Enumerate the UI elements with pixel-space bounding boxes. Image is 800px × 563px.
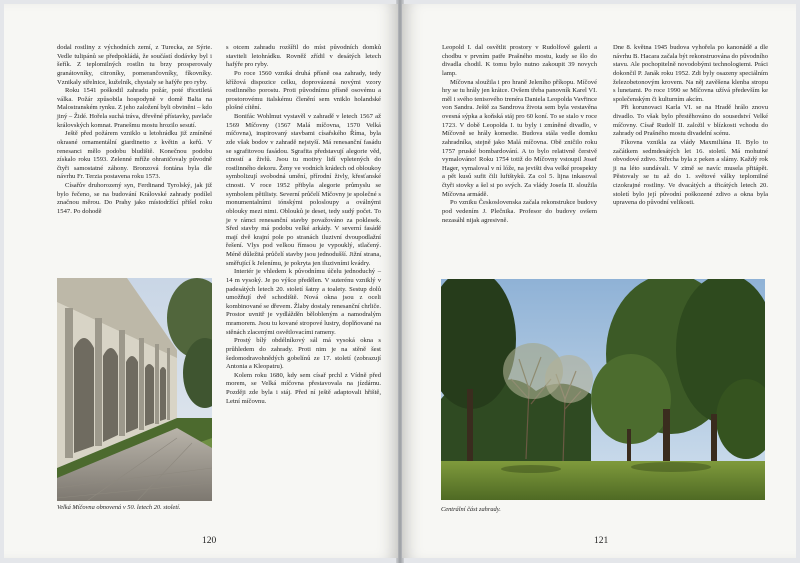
left-page-column-1: [57, 44, 212, 217]
paragraph: Dne 8. května 1945 budova vyhořela po kanonádě a dle návrhu B. Hacara začala být rekonstruována do původního stavu. Ale pochopitelně novodobými technologiemi. Práci dokončil P. Janák roku 1952. Zdi byly osazeny speciálním železobetonovým krovem. Na něj zavěšena klenba stropu s lunetami. Po roce 1990 se Míčovna užívá především ke společenským či kulturním akcím.: [613, 44, 768, 103]
left-page-column-2: [226, 44, 381, 406]
paragraph: Míčovna sloužila i pro hraně Jeleního příkopu. Míčové hry se tu hrály jen krátce. Ovšem třeba panovník Karel VI. měl i svého tenisového trenéra Daniela Leopolda Vavřince von Sandra. Ještě za Sandrova života sem byla vestavěna ovesná sýpka a koňská stáj pro 60 koní. To se stalo v roce 1723. V době Leopolda I. tu byly i zmíněné divadlo, v Míčovně se hrály komedie. Budova stála vedle domku zahradníka, stejně jako Malá míčovna. Obě zničilo roku 1757 pruské bombardování. A to bylo relativně čerstvě vymalováno! Roku 1754 totiž do Míčovny vstoupil Josef Hager, vymaloval v ní lóže, na jevišti dva velké prospekty a pět kusů sufit čili luftštyků. Za col 5. lijna inkasoval čtyři stovky a šel si po svých. Za vlády Josefa II. sloužila Míčovna armádě.: [442, 78, 597, 198]
left-photo-caption: Velká Míčovna obnovená v 50. letech 20. století.: [57, 504, 181, 511]
paragraph: Roku 1541 poškodil zahradu požár, poté třicetiletá válka. Požár způsobila hospodyně v domě Balta na Malostranském rynku. Z jeho založení byli obviněni – kdo jiný – Židé. Hořela suchá tráva, dřevěné přístavky, pavlače královských komnat. Pranešmu mostu hrozilo sesutí.: [57, 87, 213, 129]
page-number-121: 121: [594, 536, 609, 546]
paragraph: Po vzniku Československa začala rekonstrukce budovy pod vedením J. Plečnika. Profesor do budovy ovšem nezasáhl nijak agresivně.: [442, 199, 597, 224]
left-page: [4, 4, 398, 558]
paragraph: Po roce 1560 vzniká druhá přísně osa zahrady, tedy křížová dispozice celku, doprovázená novými vzory rostlinného porostu. Proti původnímu přísně osovému a prostorovému italskému členění sem vniklo holandské plošné cítění.: [226, 69, 381, 112]
paragraph: Leopold I. dal osvětlit prostory v Rudolfově galerii a chodbu v prvním patře Prašného mostu, kudy se šlo do divadla chodil. K tomu bylo nutno zakoupit 39 novych lamp.: [442, 44, 597, 77]
paragraph: s otcem zahradu rozšířil do míst původních domků staviteli letohrádku. Rovněž zřídil v desátých letech hafýře pro ryby.: [226, 44, 381, 69]
paragraph: dodal rostliny z východních zemí, z Turecka, ze Sýrie. Vedle tulipánů se předpokládá, že součástí dodávky byl i šeřík. Z teplomilných rostlin tu brzy prosperovaly granátovníky, citroníky, pomerančovníky, fíkovníky. Vznikaly střelnice, kuželník, chystaly se hafýře pro ryby.: [57, 44, 212, 86]
paragraph: Prostý bílý obdélníkový sál má vysoká okna s průhledem do zahrady. Proti nim je na stěně šest šedomodravohnědých gobelínů ze 17. století (zobrazují Antonia a Kleopatru).: [226, 337, 381, 371]
paragraph: Při korunovaci Karla VI. se na Hradě hrálo znovu divadlo. To však bylo přestěhováno do sousedství Velké míčovny. Císař Rudolf II. založil v blízkosti vchodu do zahrady od Prašného mostu divadelní scénu.: [613, 104, 768, 138]
paragraph: Interiér je vhledem k původnímu účelu jednoduchý – 14 m vysoký. Je po výšce předělen. V suterénu vzniklý v padesátých letech 20. století šatny a toalety. Sestup dolů umožňují dvě schodiště. Nová okna jsou z oceli kombinované se dřevem. Žlaby dostaly renesanční chrliče. Prostor uvnitř je vydlážděn bělobleným a namodralým mramorem. Jsou tu kované stropové lustry, doplňované na stěnách zlacenými osvětlovacími rameny.: [226, 268, 381, 336]
paragraph: Fíkovna vznikla za vlády Maxmiliána II. Bylo to začátkem sedmdesátých let 16. století. Má mohutné obvodové zdivo. Střecha byla z peken a slámy. Každý rok ji na léto sundávali. V zimě se navíc musela přitápět. Pěstovaly se tu až do 1. světové války teplomilné cizokrajné rostliny. Ve dvacátých a třicátých letech 20. století bylo její původní poškozené zdivo a okna byla upravena do původní velikosti.: [613, 138, 768, 207]
right-page: [402, 4, 796, 558]
right-page-column-2: [613, 44, 768, 208]
paragraph: Císařův druhorozený syn, Ferdinand Tyrolský, jak již bylo řečeno, se na budování Královské zahrady podílel značnou měrou. Do Prahy jako místodržící přišel roku 1547. Po dohodě: [57, 182, 212, 215]
left-page-photo-velka-micovna: [57, 278, 212, 501]
page-number-120: 120: [202, 536, 217, 546]
paragraph: Bonifác Wohlmut vystavěl v zahradě v letech 1567 až 1569 Míčovny (1567 Malá míčovna, 1570 Velká míčovna), inspirovaný stavbami císařského Říma, byla zde však bodov v zahradě nejstyší. Má renesanční fasádu se sgrafitovou fasádou. Sgrafita představují alegorie věd, ctností a živlů. Jsou tu motivy lidí vpletených do rostlinného dekoru. Ženy ve vodních krádech od obloukoy symbolizují svobodná umění, přírodní živly, křesťanské ctnosti. V roce 1952 přibyla alegorie průmyslu se symbolem pětilisty. Severní průčelí Míčovny je společné s monumentalními iónskými polosloupy a oválnými oblouky mezi nimi. Oblouků je deset, tedy sudý počet. To je v rámci renesanční stavby považováno za poklesek. Sřed stavby má podobu velké arkády. V severní fasádě mají dvě krajní pole po stranách iluzivní dvoupodlažní řešení. Vlys pod velkou římsou je vypouklý, stlačený. Méně důležitá průčelí stavby jsou jednodušší. Jižní strana, směřující k Jelenímu, je pokryta jen iluzivními kvádry.: [226, 113, 381, 267]
right-photo-caption: Centrální část zahrady.: [441, 506, 501, 513]
right-page-photo-central-garden: [441, 279, 765, 500]
paragraph: Ještě před požárem vzniklo u letohrádku již zmíněné okrasné ornamentální giardinetto z květin a keřů. V renesanci mělo podobu bludiště. Konečnou podobu získalo roku 1593. Zelenné mříže ohraničovaly původně čtyři samostatné záhony. Bronzová fontána byla dle návrhu Fr. Terzia postavena roku 1573.: [57, 130, 212, 181]
paragraph: Kolem roku 1680, kdy sem císař prchl z Vídně před morem, se Velká míčovna přestavovala na jízdárnu. Později zde byla i stáj. Před ní ještě adaptovali hřiště, Letní míčovnu.: [226, 371, 381, 405]
right-page-column-1: [442, 44, 597, 225]
